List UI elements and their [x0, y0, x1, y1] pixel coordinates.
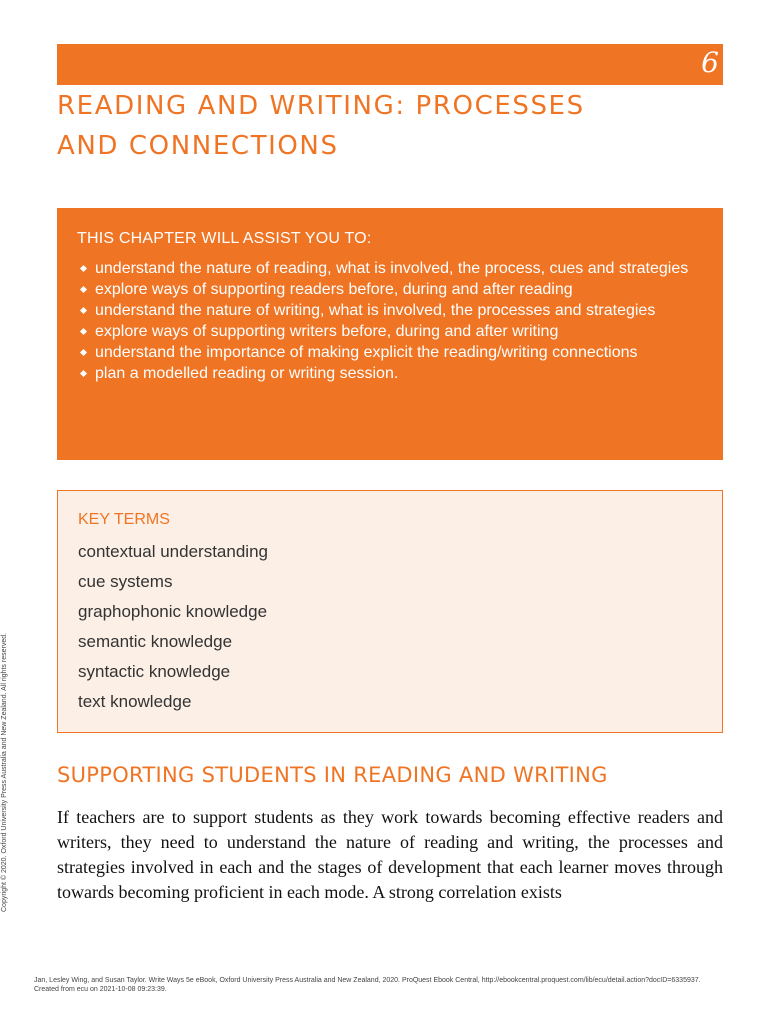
- objective-text: explore ways of supporting readers before, during and after reading: [95, 281, 573, 298]
- objective-item: [77, 258, 703, 279]
- body-paragraph: If teachers are to support students as they work towards becoming effective readers and writers, they need to understand the nature of reading and writing, the processes and strategies involved in each and the stages of development that each learner moves through towards becoming proficient in each mode. A strong correlation exists: [57, 807, 723, 902]
- diamond-bullet-icon: [80, 286, 87, 293]
- key-terms-box: [57, 490, 723, 733]
- chapter-title: [57, 86, 723, 166]
- chapter-title-line1: READING AND WRITING: PROCESSES: [57, 91, 585, 121]
- side-copyright-notice: Copyright © 2020. Oxford University Press Australia and New Zealand. All rights reserved.: [1, 632, 8, 912]
- key-term: semantic knowledge: [78, 632, 233, 651]
- footer-citation-line1: Jan, Lesley Wing, and Susan Taylor. Write Ways 5e eBook, Oxford University Press Australia and New Zealand, 2020. ProQuest Ebook Central, http://ebookcentral.proquest.com/lib/ecu/detail.action?docID=6335937.: [34, 977, 701, 984]
- objective-item: [77, 300, 703, 321]
- footer-citation-line2: Created from ecu on 2021-10-08 09:23:39.: [34, 986, 167, 993]
- objectives-list: [77, 258, 703, 384]
- key-term: text knowledge: [78, 692, 192, 711]
- objective-text: plan a modelled reading or writing session.: [95, 365, 399, 382]
- footer-citation: [34, 976, 734, 994]
- objective-text: understand the nature of writing, what is involved, the processes and strategies: [95, 302, 656, 319]
- key-term: syntactic knowledge: [78, 662, 231, 681]
- key-term: contextual understanding: [78, 542, 268, 561]
- objective-text: understand the importance of making explicit the reading/writing connections: [95, 344, 638, 361]
- diamond-bullet-icon: [80, 370, 87, 377]
- key-terms-heading: KEY TERMS: [78, 511, 170, 528]
- objective-text: understand the nature of reading, what is involved, the process, cues and strategies: [95, 260, 689, 277]
- objective-item: [77, 363, 703, 384]
- objective-text: explore ways of supporting writers before, during and after writing: [95, 323, 559, 340]
- objectives-heading: THIS CHAPTER WILL ASSIST YOU TO:: [77, 230, 372, 247]
- chapter-number: 6: [701, 46, 719, 79]
- chapter-number-bar: [57, 44, 723, 85]
- objective-item: [77, 279, 703, 300]
- diamond-bullet-icon: [80, 328, 87, 335]
- objective-item: [77, 321, 703, 342]
- section-heading: SUPPORTING STUDENTS IN READING AND WRITING: [57, 763, 608, 787]
- chapter-title-line2: AND CONNECTIONS: [57, 131, 339, 161]
- key-term: graphophonic knowledge: [78, 602, 268, 621]
- diamond-bullet-icon: [80, 349, 87, 356]
- objective-item: [77, 342, 703, 363]
- diamond-bullet-icon: [80, 307, 87, 314]
- key-term: cue systems: [78, 572, 173, 591]
- diamond-bullet-icon: [80, 265, 87, 272]
- chapter-objectives-box: [57, 208, 723, 460]
- key-terms-list: [78, 537, 702, 717]
